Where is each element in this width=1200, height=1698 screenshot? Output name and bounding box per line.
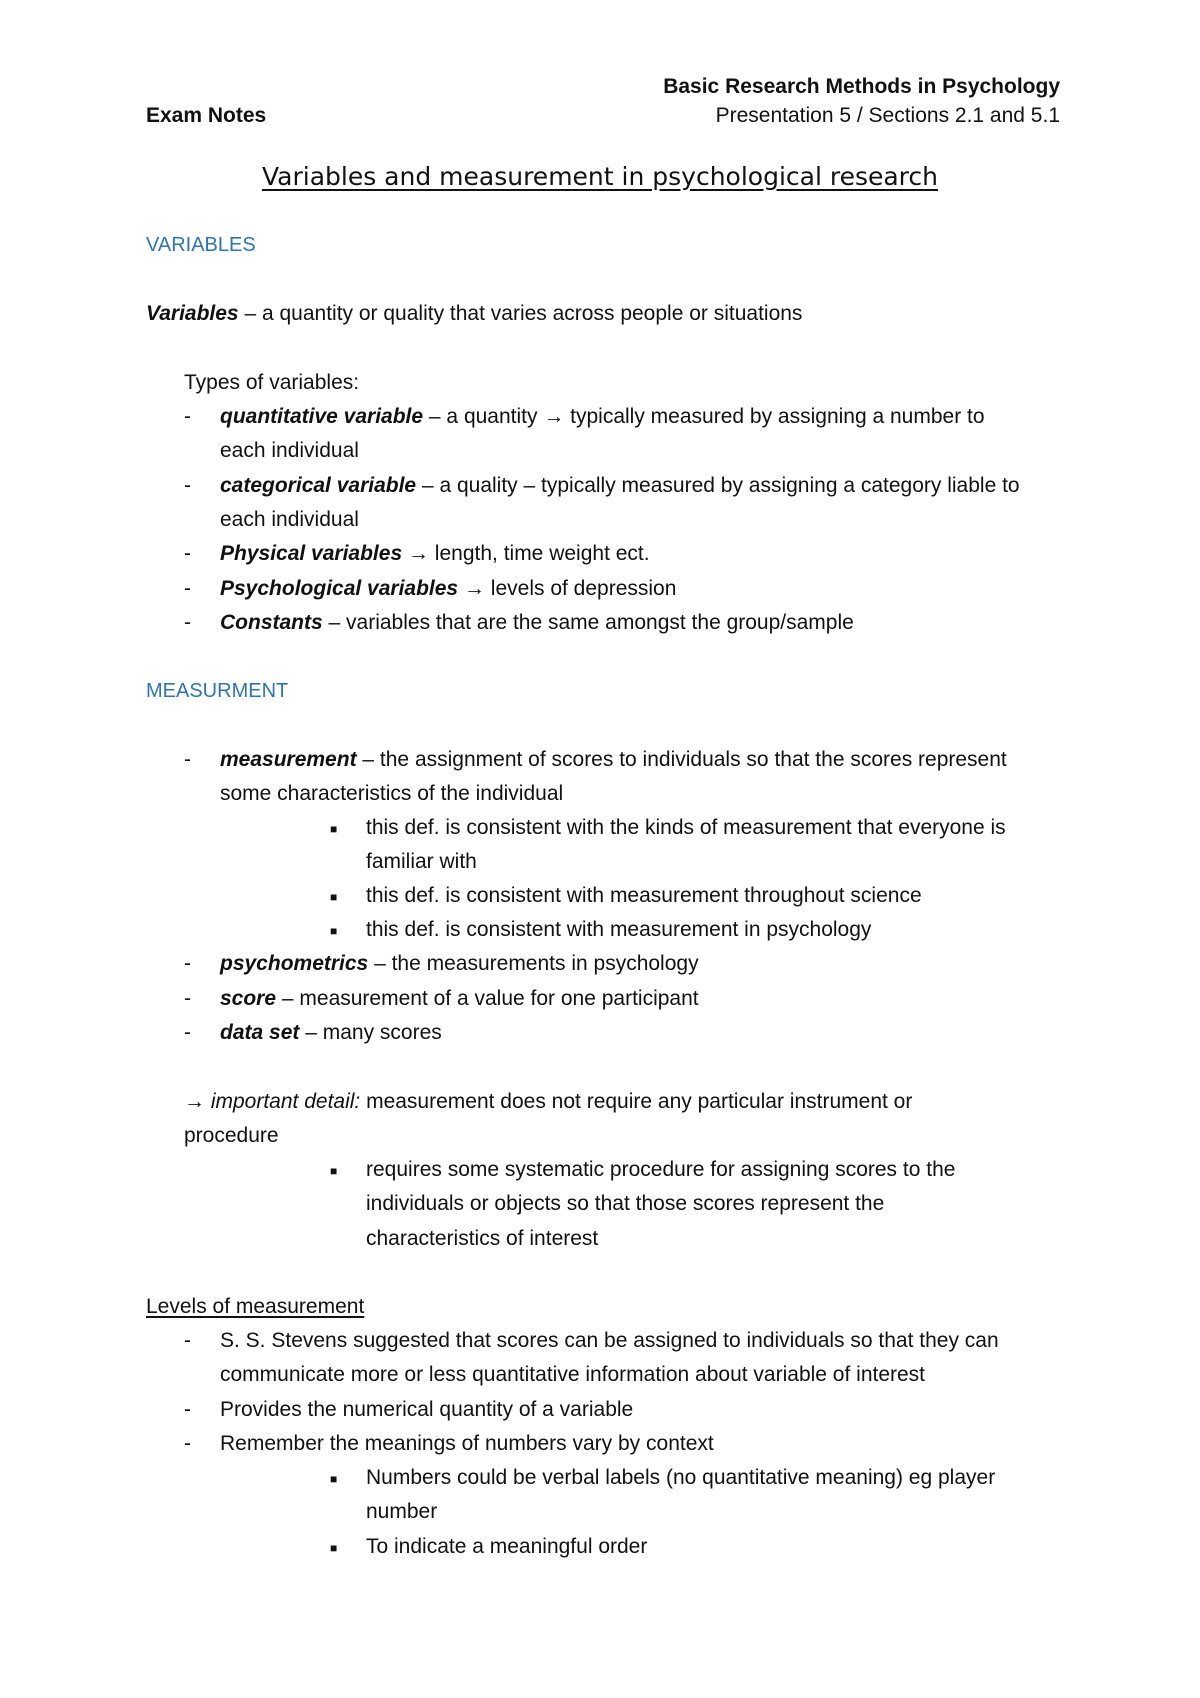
list-dash: - [184, 987, 191, 1010]
list-item: data set – many scores [220, 1021, 442, 1044]
header-presentation: Presentation 5 / Sections 2.1 and 5.1 [715, 104, 1060, 127]
arrow-icon: → [463, 577, 485, 600]
sub-item: Numbers could be verbal labels (no quantitative meaning) eg player [366, 1466, 996, 1489]
sub-item-continuation: individuals or objects so that those scores represent the [366, 1192, 885, 1215]
list-item: categorical variable – a quality – typically measured by assigning a category liable to [220, 474, 1020, 497]
list-item: Psychological variables → levels of depression [220, 577, 677, 600]
variables-definition: Variables – a quantity or quality that varies across people or situations [146, 302, 803, 325]
square-bullet-icon: ■ [330, 822, 338, 836]
list-dash: - [184, 1021, 191, 1044]
list-dash: - [184, 1432, 191, 1455]
list-item-continuation: each individual [220, 439, 359, 462]
header-course: Basic Research Methods in Psychology [663, 75, 1060, 98]
list-item: Provides the numerical quantity of a variable [220, 1398, 634, 1421]
section-heading-measurement: MEASURMENT [146, 680, 289, 702]
square-bullet-icon: ■ [330, 1541, 338, 1555]
square-bullet-icon: ■ [330, 924, 338, 938]
list-dash: - [184, 611, 191, 634]
list-dash: - [184, 577, 191, 600]
sub-item: requires some systematic procedure for assigning scores to the [366, 1158, 956, 1181]
sub-item: To indicate a meaningful order [366, 1535, 648, 1558]
list-item-continuation: each individual [220, 508, 359, 531]
list-dash: - [184, 952, 191, 975]
square-bullet-icon: ■ [330, 890, 338, 904]
list-item-continuation: some characteristics of the individual [220, 782, 564, 805]
arrow-icon: → [543, 405, 565, 428]
list-dash: - [184, 1398, 191, 1421]
list-item: S. S. Stevens suggested that scores can be assigned to individuals so that they can [220, 1329, 999, 1352]
list-dash: - [184, 405, 191, 428]
header-left: Exam Notes [146, 104, 267, 127]
list-dash: - [184, 748, 191, 771]
list-item: Physical variables → length, time weight ect. [220, 542, 650, 565]
list-dash: - [184, 542, 191, 565]
list-item: Constants – variables that are the same amongst the group/sample [220, 611, 854, 634]
sub-item: this def. is consistent with the kinds of measurement that everyone is [366, 816, 1006, 839]
sub-item-continuation: number [366, 1500, 438, 1523]
section-heading-levels: Levels of measurement [146, 1295, 365, 1318]
list-item-continuation: communicate more or less quantitative information about variable of interest [220, 1363, 926, 1386]
list-item: Remember the meanings of numbers vary by context [220, 1432, 714, 1455]
term: Variables [146, 302, 239, 325]
list-item: score – measurement of a value for one participant [220, 987, 699, 1010]
page-title: Variables and measurement in psychological research [261, 162, 938, 191]
important-detail: → important detail: measurement does not require any particular instrument or [184, 1090, 913, 1113]
square-bullet-icon: ■ [330, 1164, 338, 1178]
list-item: measurement – the assignment of scores to individuals so that the scores represent [220, 748, 1007, 771]
square-bullet-icon: ■ [330, 1472, 338, 1486]
sub-item-continuation: characteristics of interest [366, 1227, 599, 1250]
list-item: psychometrics – the measurements in psychology [220, 952, 699, 975]
types-label: Types of variables: [184, 371, 360, 394]
arrow-icon: → [407, 542, 429, 565]
list-item: quantitative variable – a quantity → typically measured by assigning a number to [220, 405, 985, 428]
list-dash: - [184, 1329, 191, 1352]
important-detail-continuation: procedure [184, 1124, 279, 1147]
sub-item: this def. is consistent with measurement throughout science [366, 884, 922, 907]
arrow-icon: → [184, 1090, 205, 1113]
section-heading-variables: VARIABLES [146, 234, 256, 256]
sub-item: this def. is consistent with measurement in psychology [366, 918, 872, 941]
list-dash: - [184, 474, 191, 497]
sub-item-continuation: familiar with [366, 850, 477, 873]
